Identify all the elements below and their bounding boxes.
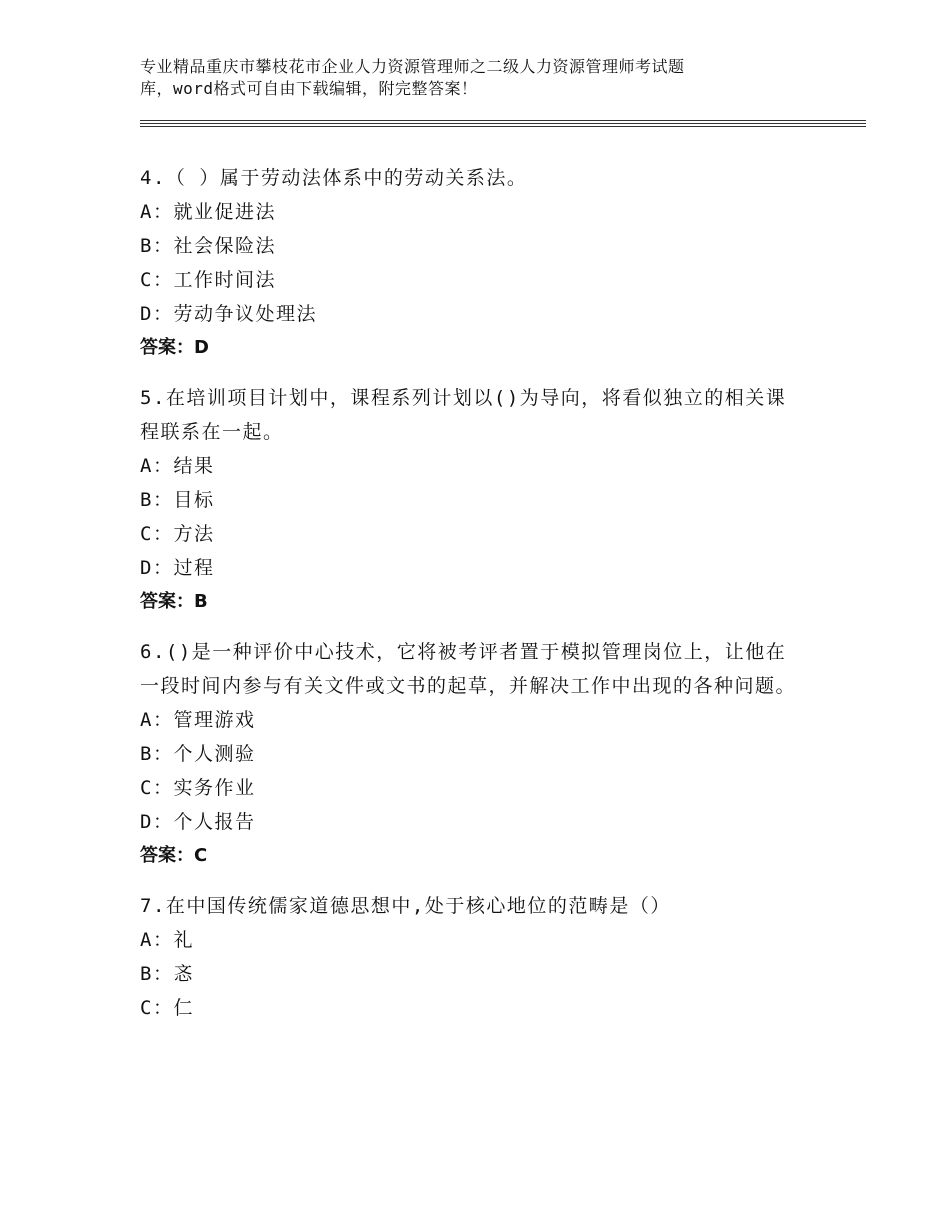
question-stem: 7.在中国传统儒家道德思想中,处于核心地位的范畴是（） [140,895,671,917]
answer: 答案：B [140,591,208,612]
option-a: A：结果 [140,455,215,477]
question-5 [140,381,800,619]
answer: 答案：C [140,845,208,866]
option-b: B：忞 [140,963,194,985]
option-a: A：就业促进法 [140,201,276,223]
header-divider [140,120,866,124]
question-list [140,161,800,1041]
question-stem: 4.（ ）属于劳动法体系中的劳动关系法。 [140,167,528,189]
option-a: A：礼 [140,929,194,951]
answer: 答案：D [140,337,209,358]
option-c: C：仁 [140,997,194,1019]
header-title-line-2: 库，word格式可自由下载编辑，附完整答案！ [140,79,478,98]
question-4 [140,161,800,365]
document-header [140,56,780,100]
option-b: B：社会保险法 [140,235,276,257]
option-b: B：目标 [140,489,215,511]
question-stem: 6.()是一种评价中心技术，它将被考评者置于模拟管理岗位上，让他在一段时间内参与有关文件或文书的起草，并解决工作中出现的各种问题。 [140,641,797,697]
option-a: A：管理游戏 [140,709,256,731]
header-divider-secondary [140,126,866,127]
question-7 [140,889,800,1025]
option-d: D：过程 [140,557,215,579]
option-c: C：工作时间法 [140,269,276,291]
option-c: C：方法 [140,523,215,545]
option-c: C：实务作业 [140,777,256,799]
question-stem: 5.在培训项目计划中，课程系列计划以()为导向，将看似独立的相关课程联系在一起。 [140,387,787,443]
option-d: D：个人报告 [140,811,256,833]
option-d: D：劳动争议处理法 [140,303,317,325]
option-b: B：个人测验 [140,743,256,765]
header-title-line-1: 专业精品重庆市攀枝花市企业人力资源管理师之二级人力资源管理师考试题 [140,57,685,76]
question-6 [140,635,800,873]
